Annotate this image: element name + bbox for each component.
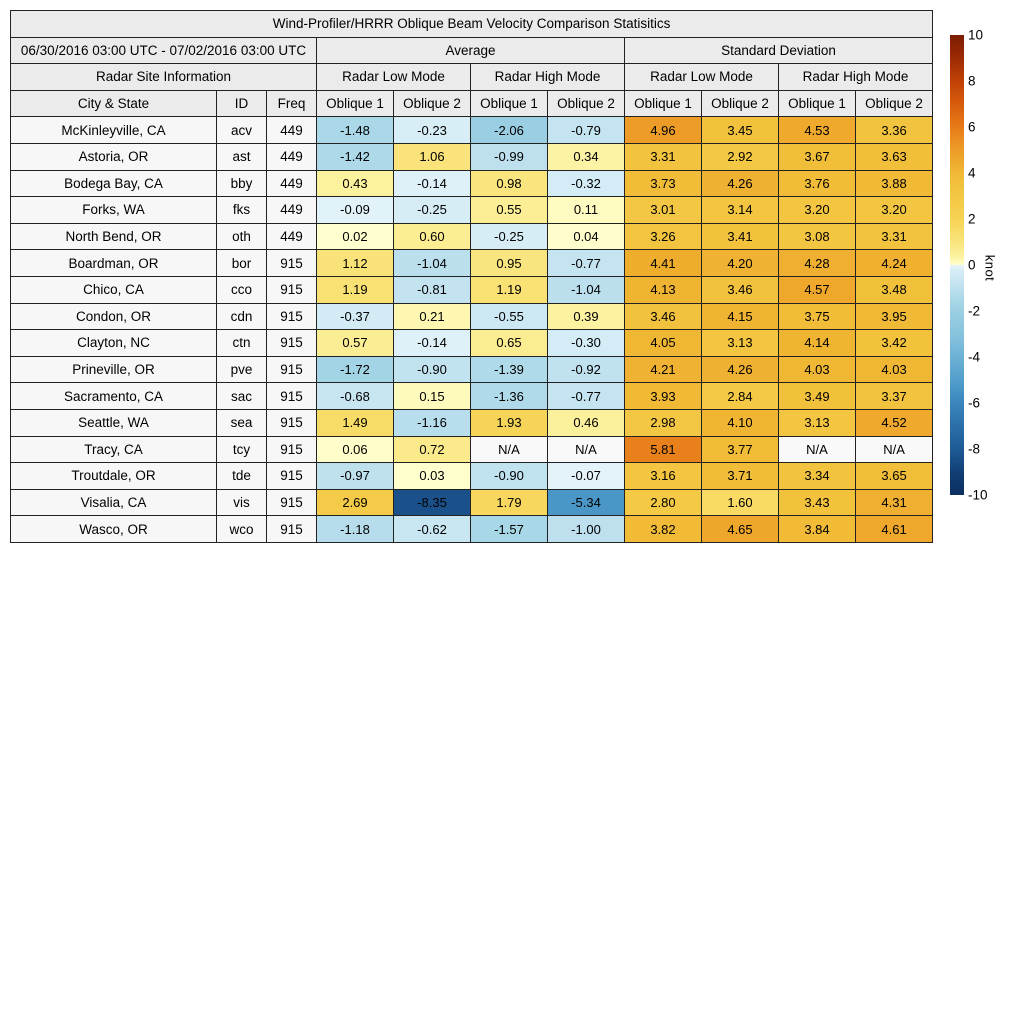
city-cell: Clayton, NC — [11, 330, 217, 357]
value-cell: N/A — [779, 436, 856, 463]
value-cell: 5.81 — [625, 436, 702, 463]
value-cell: -0.32 — [548, 170, 625, 197]
table-row — [11, 250, 933, 277]
value-cell: 0.65 — [471, 330, 548, 357]
value-cell: N/A — [548, 436, 625, 463]
value-cell: -1.04 — [394, 250, 471, 277]
freq-cell: 915 — [267, 463, 317, 490]
colorbar-tick-label: -6 — [968, 395, 981, 411]
value-cell: 1.79 — [471, 489, 548, 516]
value-cell: 1.60 — [702, 489, 779, 516]
value-cell: 4.26 — [702, 170, 779, 197]
value-cell: -1.16 — [394, 409, 471, 436]
value-cell: 1.12 — [317, 250, 394, 277]
value-cell: -0.30 — [548, 330, 625, 357]
col-freq: Freq — [267, 90, 317, 117]
freq-cell: 915 — [267, 409, 317, 436]
value-cell: 2.98 — [625, 409, 702, 436]
value-cell: -0.37 — [317, 303, 394, 330]
value-cell: 0.72 — [394, 436, 471, 463]
value-cell: -0.25 — [394, 197, 471, 224]
group-header-row — [11, 37, 933, 64]
value-cell: -0.90 — [394, 356, 471, 383]
site-id-cell: oth — [217, 223, 267, 250]
value-cell: 3.43 — [779, 489, 856, 516]
value-cell: 3.20 — [856, 197, 933, 224]
site-id-cell: ctn — [217, 330, 267, 357]
value-cell: 4.96 — [625, 117, 702, 144]
city-cell: Chico, CA — [11, 276, 217, 303]
value-cell: -1.00 — [548, 516, 625, 543]
value-cell: 3.14 — [702, 197, 779, 224]
value-cell: 3.20 — [779, 197, 856, 224]
city-cell: Wasco, OR — [11, 516, 217, 543]
freq-cell: 449 — [267, 143, 317, 170]
colorbar-tick-label: -8 — [968, 441, 981, 457]
site-id-cell: sea — [217, 409, 267, 436]
table-row — [11, 303, 933, 330]
colorbar-gradient — [950, 35, 964, 495]
value-cell: -1.39 — [471, 356, 548, 383]
stats-table — [10, 10, 933, 543]
value-cell: 3.71 — [702, 463, 779, 490]
value-cell: -0.77 — [548, 383, 625, 410]
value-cell: 0.39 — [548, 303, 625, 330]
value-cell: 1.19 — [317, 276, 394, 303]
table-row — [11, 197, 933, 224]
value-cell: 0.57 — [317, 330, 394, 357]
col-city-state: City & State — [11, 90, 217, 117]
value-cell: N/A — [471, 436, 548, 463]
value-cell: 3.36 — [856, 117, 933, 144]
value-cell: 4.13 — [625, 276, 702, 303]
avg-low-mode-header: Radar Low Mode — [317, 64, 471, 91]
value-cell: -0.14 — [394, 170, 471, 197]
freq-cell: 449 — [267, 223, 317, 250]
value-cell: 0.43 — [317, 170, 394, 197]
value-cell: 3.75 — [779, 303, 856, 330]
value-cell: 3.26 — [625, 223, 702, 250]
value-cell: 4.03 — [779, 356, 856, 383]
value-cell: 3.82 — [625, 516, 702, 543]
city-cell: Sacramento, CA — [11, 383, 217, 410]
value-cell: -0.68 — [317, 383, 394, 410]
value-cell: -1.36 — [471, 383, 548, 410]
value-cell: 1.49 — [317, 409, 394, 436]
value-cell: 4.20 — [702, 250, 779, 277]
city-cell: Forks, WA — [11, 197, 217, 224]
mode-header-row — [11, 64, 933, 91]
value-cell: 4.31 — [856, 489, 933, 516]
value-cell: 4.52 — [856, 409, 933, 436]
radar-site-info-header: Radar Site Information — [11, 64, 317, 91]
site-id-cell: fks — [217, 197, 267, 224]
value-cell: 4.03 — [856, 356, 933, 383]
value-cell: 3.13 — [779, 409, 856, 436]
value-cell: 3.73 — [625, 170, 702, 197]
value-cell: 4.14 — [779, 330, 856, 357]
value-cell: -1.42 — [317, 143, 394, 170]
value-cell: 3.13 — [702, 330, 779, 357]
value-cell: 0.02 — [317, 223, 394, 250]
value-cell: -0.55 — [471, 303, 548, 330]
value-cell: 3.76 — [779, 170, 856, 197]
table-row — [11, 117, 933, 144]
table-row — [11, 356, 933, 383]
value-cell: 0.21 — [394, 303, 471, 330]
colorbar-tick-label: -2 — [968, 303, 981, 319]
city-cell: Prineville, OR — [11, 356, 217, 383]
table-title: Wind-Profiler/HRRR Oblique Beam Velocity Comparison Statisitics — [11, 11, 933, 38]
value-cell: 3.41 — [702, 223, 779, 250]
sd-low-mode-header: Radar Low Mode — [625, 64, 779, 91]
table-row — [11, 170, 933, 197]
col-avg-high-oblique1: Oblique 1 — [471, 90, 548, 117]
value-cell: 4.41 — [625, 250, 702, 277]
value-cell: 1.93 — [471, 409, 548, 436]
value-cell: -0.81 — [394, 276, 471, 303]
city-cell: Tracy, CA — [11, 436, 217, 463]
column-header-row — [11, 90, 933, 117]
city-cell: Visalia, CA — [11, 489, 217, 516]
table-row — [11, 143, 933, 170]
value-cell: 3.67 — [779, 143, 856, 170]
value-cell: -1.18 — [317, 516, 394, 543]
value-cell: -0.09 — [317, 197, 394, 224]
col-avg-low-oblique1: Oblique 1 — [317, 90, 394, 117]
value-cell: -0.99 — [471, 143, 548, 170]
freq-cell: 915 — [267, 356, 317, 383]
value-cell: 4.21 — [625, 356, 702, 383]
value-cell: 0.98 — [471, 170, 548, 197]
value-cell: 0.03 — [394, 463, 471, 490]
value-cell: -0.62 — [394, 516, 471, 543]
value-cell: -1.04 — [548, 276, 625, 303]
value-cell: 0.95 — [471, 250, 548, 277]
city-cell: Condon, OR — [11, 303, 217, 330]
freq-cell: 915 — [267, 436, 317, 463]
value-cell: -1.48 — [317, 117, 394, 144]
value-cell: -0.14 — [394, 330, 471, 357]
value-cell: 4.65 — [702, 516, 779, 543]
site-id-cell: sac — [217, 383, 267, 410]
value-cell: 4.05 — [625, 330, 702, 357]
value-cell: 2.69 — [317, 489, 394, 516]
sd-high-mode-header: Radar High Mode — [779, 64, 933, 91]
city-cell: Bodega Bay, CA — [11, 170, 217, 197]
table-row — [11, 409, 933, 436]
table-row — [11, 516, 933, 543]
col-id: ID — [217, 90, 267, 117]
site-id-cell: wco — [217, 516, 267, 543]
value-cell: -0.90 — [471, 463, 548, 490]
colorbar-tick-label: 8 — [968, 73, 976, 89]
value-cell: -8.35 — [394, 489, 471, 516]
table-row — [11, 489, 933, 516]
value-cell: -1.72 — [317, 356, 394, 383]
city-cell: North Bend, OR — [11, 223, 217, 250]
site-id-cell: ast — [217, 143, 267, 170]
value-cell: 3.34 — [779, 463, 856, 490]
value-cell: 0.15 — [394, 383, 471, 410]
freq-cell: 915 — [267, 276, 317, 303]
value-cell: 3.95 — [856, 303, 933, 330]
value-cell: -1.57 — [471, 516, 548, 543]
value-cell: 3.46 — [625, 303, 702, 330]
site-id-cell: cdn — [217, 303, 267, 330]
value-cell: 0.11 — [548, 197, 625, 224]
value-cell: -0.92 — [548, 356, 625, 383]
value-cell: -0.77 — [548, 250, 625, 277]
city-cell: Boardman, OR — [11, 250, 217, 277]
value-cell: 4.57 — [779, 276, 856, 303]
value-cell: 3.45 — [702, 117, 779, 144]
title-row — [11, 11, 933, 38]
value-cell: 2.84 — [702, 383, 779, 410]
value-cell: 0.60 — [394, 223, 471, 250]
avg-high-mode-header: Radar High Mode — [471, 64, 625, 91]
site-id-cell: vis — [217, 489, 267, 516]
table-row — [11, 276, 933, 303]
group-average-header: Average — [317, 37, 625, 64]
value-cell: 3.08 — [779, 223, 856, 250]
value-cell: 2.80 — [625, 489, 702, 516]
colorbar-tick-label: -10 — [968, 487, 988, 503]
value-cell: -0.23 — [394, 117, 471, 144]
value-cell: -0.79 — [548, 117, 625, 144]
colorbar-tick-label: 4 — [968, 165, 976, 181]
site-id-cell: bor — [217, 250, 267, 277]
col-avg-high-oblique2: Oblique 2 — [548, 90, 625, 117]
freq-cell: 449 — [267, 197, 317, 224]
value-cell: -0.07 — [548, 463, 625, 490]
freq-cell: 915 — [267, 516, 317, 543]
colorbar-unit-label: knot — [982, 254, 998, 282]
freq-cell: 915 — [267, 303, 317, 330]
value-cell: 0.04 — [548, 223, 625, 250]
table-row — [11, 436, 933, 463]
site-id-cell: cco — [217, 276, 267, 303]
value-cell: 1.19 — [471, 276, 548, 303]
value-cell: 1.06 — [394, 143, 471, 170]
value-cell: -5.34 — [548, 489, 625, 516]
value-cell: 4.26 — [702, 356, 779, 383]
value-cell: 3.88 — [856, 170, 933, 197]
value-cell: 3.01 — [625, 197, 702, 224]
date-range: 06/30/2016 03:00 UTC - 07/02/2016 03:00 UTC — [11, 37, 317, 64]
value-cell: 3.63 — [856, 143, 933, 170]
colorbar-tick-label: 2 — [968, 211, 976, 227]
col-avg-low-oblique2: Oblique 2 — [394, 90, 471, 117]
value-cell: 3.16 — [625, 463, 702, 490]
table-row — [11, 463, 933, 490]
value-cell: 0.34 — [548, 143, 625, 170]
value-cell: 2.92 — [702, 143, 779, 170]
value-cell: -0.97 — [317, 463, 394, 490]
value-cell: 3.42 — [856, 330, 933, 357]
value-cell: 3.46 — [702, 276, 779, 303]
value-cell: 0.06 — [317, 436, 394, 463]
city-cell: Seattle, WA — [11, 409, 217, 436]
value-cell: 3.37 — [856, 383, 933, 410]
site-id-cell: tde — [217, 463, 267, 490]
freq-cell: 915 — [267, 330, 317, 357]
site-id-cell: acv — [217, 117, 267, 144]
value-cell: 3.93 — [625, 383, 702, 410]
freq-cell: 449 — [267, 117, 317, 144]
value-cell: 4.10 — [702, 409, 779, 436]
value-cell: 4.61 — [856, 516, 933, 543]
value-cell: 4.28 — [779, 250, 856, 277]
value-cell: 4.24 — [856, 250, 933, 277]
site-id-cell: bby — [217, 170, 267, 197]
value-cell: 0.55 — [471, 197, 548, 224]
value-cell: 3.31 — [625, 143, 702, 170]
colorbar-tick-label: -4 — [968, 349, 981, 365]
site-id-cell: pve — [217, 356, 267, 383]
value-cell: -2.06 — [471, 117, 548, 144]
city-cell: McKinleyville, CA — [11, 117, 217, 144]
freq-cell: 449 — [267, 170, 317, 197]
value-cell: 3.65 — [856, 463, 933, 490]
value-cell: 3.49 — [779, 383, 856, 410]
table-row — [11, 223, 933, 250]
colorbar-tick-label: 6 — [968, 119, 976, 135]
site-id-cell: tcy — [217, 436, 267, 463]
value-cell: 3.31 — [856, 223, 933, 250]
colorbar-tick-label: 10 — [968, 27, 984, 43]
city-cell: Troutdale, OR — [11, 463, 217, 490]
value-cell: 4.15 — [702, 303, 779, 330]
value-cell: 3.48 — [856, 276, 933, 303]
col-sd-high-oblique1: Oblique 1 — [779, 90, 856, 117]
col-sd-low-oblique2: Oblique 2 — [702, 90, 779, 117]
col-sd-low-oblique1: Oblique 1 — [625, 90, 702, 117]
freq-cell: 915 — [267, 250, 317, 277]
colorbar-tick-label: 0 — [968, 257, 976, 273]
value-cell: 0.46 — [548, 409, 625, 436]
colorbar — [950, 27, 1024, 503]
value-cell: 4.53 — [779, 117, 856, 144]
value-cell: -0.25 — [471, 223, 548, 250]
city-cell: Astoria, OR — [11, 143, 217, 170]
col-sd-high-oblique2: Oblique 2 — [856, 90, 933, 117]
value-cell: 3.77 — [702, 436, 779, 463]
freq-cell: 915 — [267, 383, 317, 410]
freq-cell: 915 — [267, 489, 317, 516]
table-row — [11, 383, 933, 410]
value-cell: 3.84 — [779, 516, 856, 543]
group-standard-deviation-header: Standard Deviation — [625, 37, 933, 64]
value-cell: N/A — [856, 436, 933, 463]
table-row — [11, 330, 933, 357]
